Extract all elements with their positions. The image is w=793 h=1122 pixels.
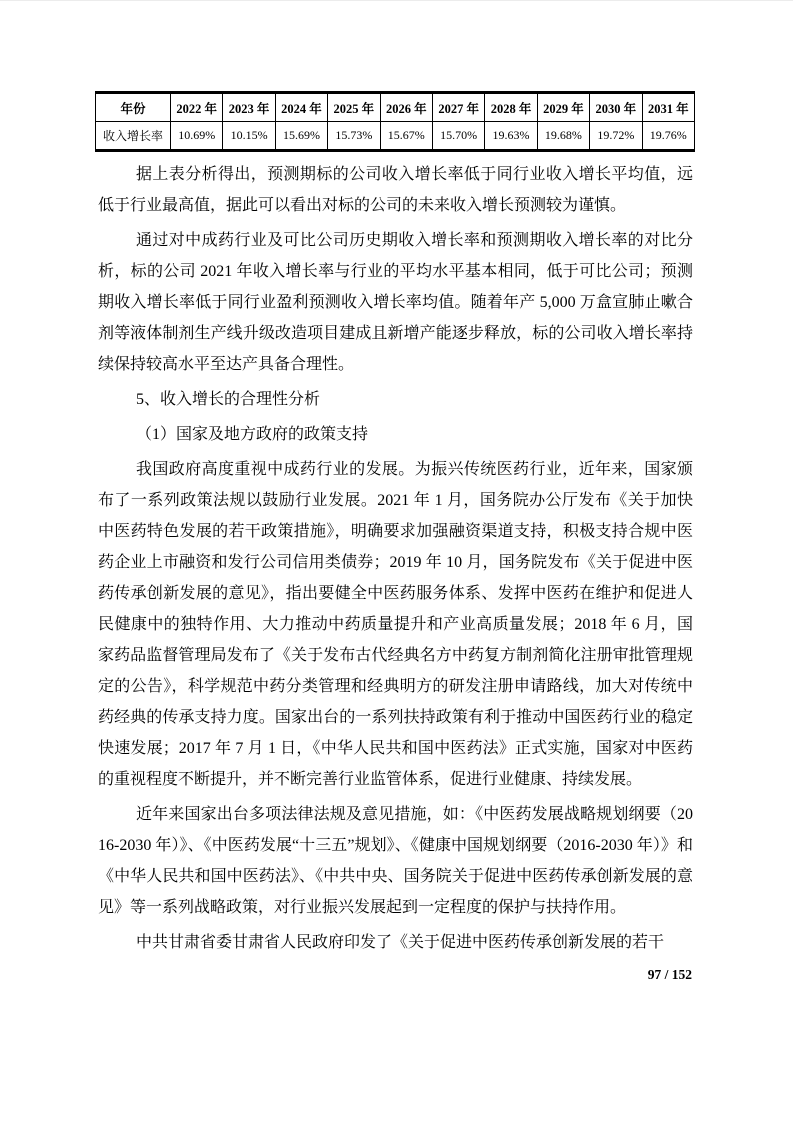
table-header-cell: 2028 年: [485, 93, 537, 122]
table-data-cell: 19.76%: [642, 122, 694, 151]
table-data-cell: 15.67%: [380, 122, 432, 151]
body-paragraph-3: 我国政府高度重视中成药行业的发展。为振兴传统医药行业，近年来，国家颁布了一系列政策法规以鼓励行业发展。2021 年 1 月，国务院办公厅发布《关于加快中医药特色发展的若干政策措施》，明确要求加强融资渠道支持，积极支持合规中医药企业上市融资和发行公司信用类债券；2019 年 10 月，国务院发布《关于促进中医药传承创新发展的意见》，指出要健全中医药服务体系、发挥中医药在维护和促进人民健康中的独特作用、大力推动中药质量提升和产业高质量发展；2018 年 6 月，国家药品监督管理局发布了《关于发布古代经典名方中药复方制剂简化注册审批管理规定的公告》，科学规范中药分类管理和经典明方的研发注册申请路线，加大对传统中药经典的传承支持力度。国家出台的一系列扶持政策有利于推动中国医药行业的稳定快速发展；2017 年 7 月 1 日，《中华人民共和国中医药法》正式实施，国家对中医药的重视程度不断提升，并不断完善行业监管体系，促进行业健康、持续发展。: [98, 461, 693, 788]
body-paragraph-5: 中共甘肃省委甘肃省人民政府印发了《关于促进中医药传承创新发展的若干: [136, 934, 665, 951]
body-paragraph-4: 近年来国家出台多项法律法规及意见措施，如：《中医药发展战略规划纲要（2016-2030 年）》、《中医药发展“十三五”规划》、《健康中国规划纲要（2016-2030 年）》和《中华人民共和国中医药法》、《中共中央、国务院关于促进中医药传承创新发展的意见》等一系列战略政策，对行业振兴发展起到一定程度的保护与扶持作用。: [98, 806, 693, 916]
table-data-cell: 收入增长率: [96, 122, 171, 151]
table-data-cell: 10.69%: [171, 122, 223, 151]
table-data-cell: 19.72%: [590, 122, 642, 151]
table-header-cell: 年份: [96, 93, 171, 122]
table-data-cell: 19.68%: [537, 122, 589, 151]
table-header-cell: 2025 年: [328, 93, 380, 122]
table-header-cell: 2031 年: [642, 93, 694, 122]
table-header-cell: 2030 年: [590, 93, 642, 122]
page-number: 97 / 152: [647, 967, 692, 982]
table-data-cell: 19.63%: [485, 122, 537, 151]
body-paragraph-2: 通过对中成药行业及可比公司历史期收入增长率和预测期收入增长率的对比分析，标的公司 2021 年收入增长率与行业的平均水平基本相同，低于可比公司；预测期收入增长率低于同行业盈利预测收入增长率均值。随着年产 5,000 万盒宣肺止嗽合剂等液体制剂生产线升级改造项目建成且新增产能逐步释放，标的公司收入增长率持续保持较高水平至达产具备合理性。: [98, 232, 693, 373]
table-header-cell: 2023 年: [223, 93, 275, 122]
table-header-cell: 2024 年: [275, 93, 327, 122]
table-header-cell: 2029 年: [537, 93, 589, 122]
table-data-cell: 15.73%: [328, 122, 380, 151]
table-data-cell: 10.15%: [223, 122, 275, 151]
subsection-heading: （1）国家及地方政府的政策支持: [136, 426, 369, 443]
body-paragraph-1: 据上表分析得出，预测期标的公司收入增长率低于同行业收入增长平均值，远低于行业最高值，据此可以看出对标的公司的未来收入增长预测较为谨慎。: [98, 166, 693, 214]
table-header-cell: 2022 年: [171, 93, 223, 122]
page-content: [95, 91, 695, 983]
revenue-growth-table: [95, 91, 695, 152]
table-header-row: [96, 93, 695, 122]
table-data-cell: 15.69%: [275, 122, 327, 151]
table-data-row: [96, 122, 695, 151]
table-header-cell: 2027 年: [432, 93, 484, 122]
table-header-cell: 2026 年: [380, 93, 432, 122]
section-heading: 5、收入增长的合理性分析: [136, 391, 321, 408]
table-data-cell: 15.70%: [432, 122, 484, 151]
